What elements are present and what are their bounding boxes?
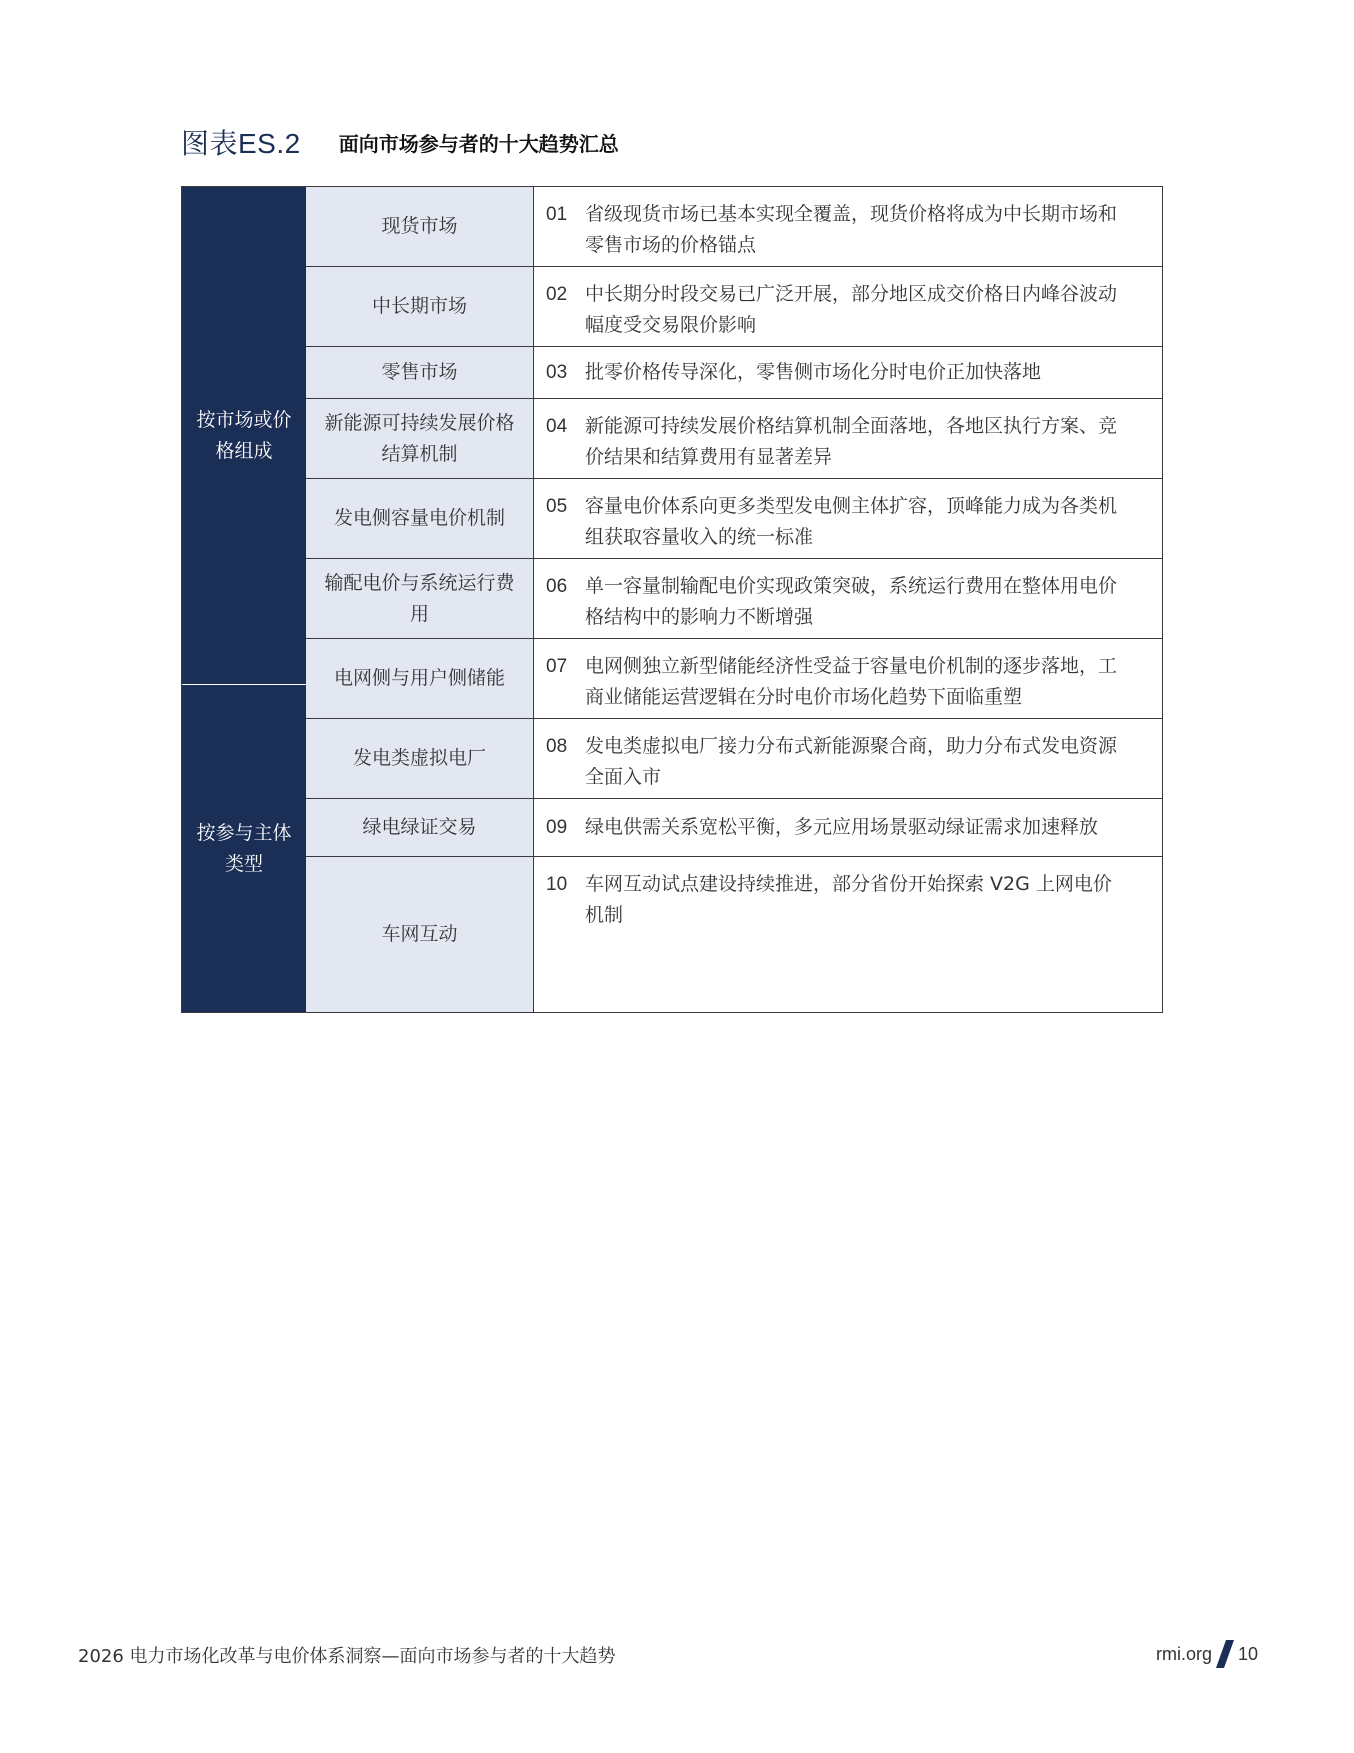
trend-cell	[534, 347, 1162, 398]
trend-number: 06	[546, 576, 568, 597]
footer-document-title: 2026 电力市场化改革与电价体系洞察—面向市场参与者的十大趋势	[78, 1646, 616, 1667]
trend-number: 01	[546, 204, 568, 225]
figure-title: 面向市场参与者的十大趋势汇总	[338, 131, 619, 156]
trend-text: 车网互动试点建设持续推进，部分省份开始探索 V2G 上网电价机制	[585, 873, 1112, 926]
group-label: 按市场或价格组成	[196, 408, 292, 462]
table-row	[306, 639, 1162, 719]
trend-number: 09	[546, 817, 568, 838]
table-row	[306, 857, 1162, 1012]
category-cell: 绿电绿证交易	[306, 799, 534, 856]
slash-icon	[1216, 1640, 1234, 1668]
table-row	[306, 559, 1162, 639]
figure-label: 图表ES.2	[181, 128, 301, 159]
trend-cell	[534, 719, 1162, 798]
trend-number: 08	[546, 736, 568, 757]
group-market-price	[182, 187, 306, 685]
trend-cell	[534, 559, 1162, 638]
table-row	[306, 399, 1162, 479]
footer-site-link[interactable]: rmi.org	[1156, 1643, 1213, 1664]
trend-cell	[534, 267, 1162, 346]
trend-cell	[534, 187, 1162, 266]
category-cell: 现货市场	[306, 187, 534, 266]
trend-text: 发电类虚拟电厂接力分布式新能源聚合商，助力分布式发电资源全面入市	[585, 735, 1118, 788]
trend-number: 07	[546, 656, 568, 677]
trend-number: 04	[546, 416, 568, 437]
category-cell: 新能源可持续发展价格结算机制	[306, 399, 534, 478]
table-row	[306, 719, 1162, 799]
trend-number: 05	[546, 496, 568, 517]
trend-text: 新能源可持续发展价格结算机制全面落地，各地区执行方案、竞价结果和结算费用有显著差异	[585, 415, 1118, 468]
trends-table	[181, 186, 1163, 1013]
group-participant-type	[182, 685, 306, 1012]
trend-text: 单一容量制输配电价实现政策突破，系统运行费用在整体用电价格结构中的影响力不断增强	[585, 575, 1118, 628]
trend-cell	[534, 479, 1162, 558]
category-cell: 发电类虚拟电厂	[306, 719, 534, 798]
trend-text: 批零价格传导深化，零售侧市场化分时电价正加快落地	[585, 361, 1042, 383]
trend-cell	[534, 399, 1162, 478]
trend-number: 03	[546, 362, 568, 383]
footer-page-info	[1156, 1640, 1258, 1668]
trend-text: 省级现货市场已基本实现全覆盖，现货价格将成为中长期市场和零售市场的价格锚点	[585, 203, 1118, 256]
category-cell: 电网侧与用户侧储能	[306, 639, 534, 718]
trend-text: 中长期分时段交易已广泛开展，部分地区成交价格日内峰谷波动幅度受交易限价影响	[585, 283, 1118, 336]
trend-text: 容量电价体系向更多类型发电侧主体扩容，顶峰能力成为各类机组获取容量收入的统一标准	[585, 495, 1118, 548]
figure-header	[181, 118, 619, 166]
trend-text: 电网侧独立新型储能经济性受益于容量电价机制的逐步落地，工商业储能运营逻辑在分时电价市场化趋势下面临重塑	[585, 655, 1118, 708]
trend-number: 10	[546, 874, 568, 895]
trend-cell	[534, 799, 1162, 856]
category-cell: 零售市场	[306, 347, 534, 398]
table-row	[306, 267, 1162, 347]
trend-cell	[534, 857, 1162, 1012]
table-row	[306, 347, 1162, 399]
trend-text: 绿电供需关系宽松平衡，多元应用场景驱动绿证需求加速释放	[585, 816, 1099, 838]
table-row	[306, 799, 1162, 857]
category-cell: 发电侧容量电价机制	[306, 479, 534, 558]
trend-number: 02	[546, 284, 568, 305]
table-row	[306, 479, 1162, 559]
group-label: 按参与主体类型	[196, 821, 292, 875]
trend-cell	[534, 639, 1162, 718]
category-cell: 中长期市场	[306, 267, 534, 346]
table-row	[306, 187, 1162, 267]
category-cell: 输配电价与系统运行费用	[306, 559, 534, 638]
page-number: 10	[1238, 1643, 1259, 1664]
category-cell: 车网互动	[306, 857, 534, 1012]
